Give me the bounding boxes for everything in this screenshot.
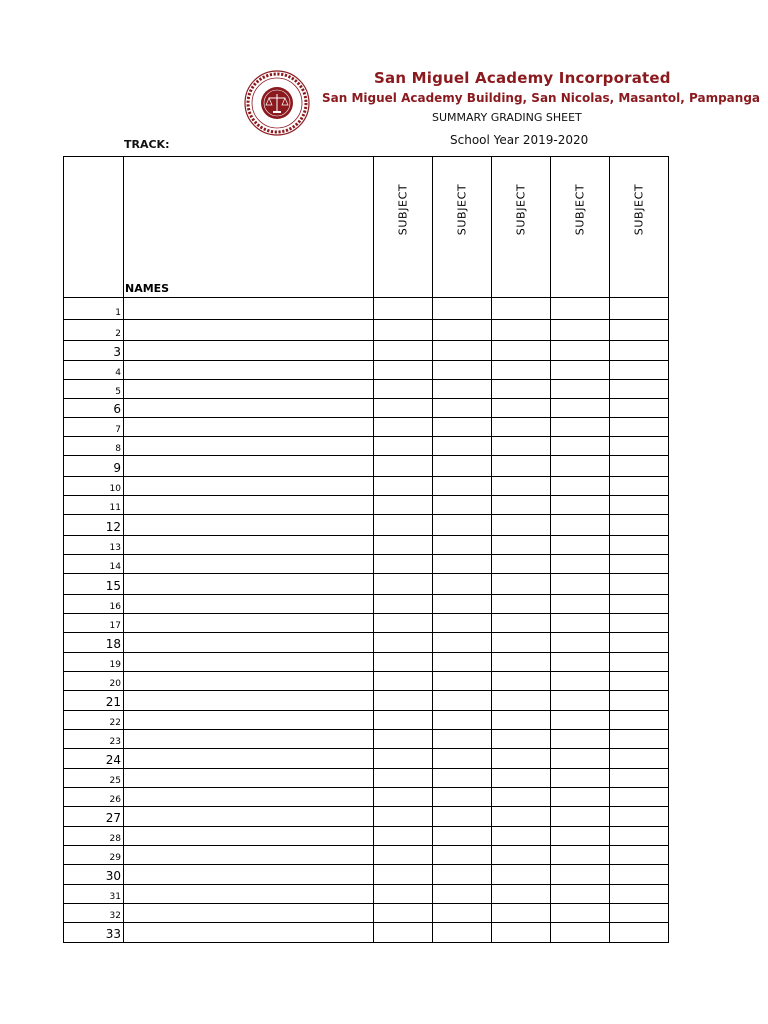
student-name-cell[interactable] bbox=[124, 477, 374, 496]
grade-cell[interactable] bbox=[610, 827, 669, 846]
grade-cell[interactable] bbox=[610, 614, 669, 633]
grade-cell[interactable] bbox=[374, 574, 433, 595]
student-name-cell[interactable] bbox=[124, 807, 374, 827]
grade-cell[interactable] bbox=[433, 923, 492, 943]
student-name-cell[interactable] bbox=[124, 749, 374, 769]
row-number: 31 bbox=[64, 885, 124, 904]
subject-column-header bbox=[374, 157, 433, 298]
student-name-cell[interactable] bbox=[124, 865, 374, 885]
grade-cell[interactable] bbox=[492, 846, 551, 865]
student-name-cell[interactable] bbox=[124, 456, 374, 477]
table-row bbox=[64, 298, 669, 320]
table-row bbox=[64, 574, 669, 595]
grade-cell[interactable] bbox=[610, 711, 669, 730]
student-name-cell[interactable] bbox=[124, 846, 374, 865]
grade-cell[interactable] bbox=[551, 691, 610, 711]
grade-cell[interactable] bbox=[433, 691, 492, 711]
table-row bbox=[64, 496, 669, 515]
grade-cell[interactable] bbox=[374, 885, 433, 904]
grade-cell[interactable] bbox=[374, 788, 433, 807]
grade-cell[interactable] bbox=[551, 749, 610, 769]
grade-cell[interactable] bbox=[433, 361, 492, 380]
table-row bbox=[64, 807, 669, 827]
school-address: San Miguel Academy Building, San Nicolas, Masantol, Pampanga bbox=[322, 91, 761, 105]
grade-cell[interactable] bbox=[551, 341, 610, 361]
grade-cell[interactable] bbox=[374, 477, 433, 496]
grade-cell[interactable] bbox=[433, 769, 492, 788]
grade-cell[interactable] bbox=[492, 769, 551, 788]
table-row bbox=[64, 672, 669, 691]
table-header-row bbox=[64, 157, 669, 298]
table-row bbox=[64, 515, 669, 536]
grade-cell[interactable] bbox=[374, 633, 433, 653]
grade-cell[interactable] bbox=[433, 536, 492, 555]
student-name-cell[interactable] bbox=[124, 380, 374, 399]
grade-cell[interactable] bbox=[433, 614, 492, 633]
names-column-header: NAMES bbox=[124, 157, 374, 298]
grade-cell[interactable] bbox=[374, 846, 433, 865]
grade-cell[interactable] bbox=[492, 904, 551, 923]
grade-cell[interactable] bbox=[551, 711, 610, 730]
row-number: 18 bbox=[64, 633, 124, 653]
grade-cell[interactable] bbox=[492, 496, 551, 515]
student-name-cell[interactable] bbox=[124, 361, 374, 380]
grade-cell[interactable] bbox=[374, 361, 433, 380]
number-column-header bbox=[64, 157, 124, 298]
table-row bbox=[64, 788, 669, 807]
grade-cell[interactable] bbox=[610, 691, 669, 711]
grade-cell[interactable] bbox=[433, 904, 492, 923]
table-row bbox=[64, 456, 669, 477]
grade-cell[interactable] bbox=[374, 555, 433, 574]
grade-cell[interactable] bbox=[492, 730, 551, 749]
subject-column-header bbox=[610, 157, 669, 298]
grade-cell[interactable] bbox=[610, 788, 669, 807]
row-number: 22 bbox=[64, 711, 124, 730]
row-number: 33 bbox=[64, 923, 124, 943]
row-number: 23 bbox=[64, 730, 124, 749]
grade-cell[interactable] bbox=[492, 711, 551, 730]
row-number: 21 bbox=[64, 691, 124, 711]
grade-cell[interactable] bbox=[610, 749, 669, 769]
grade-cell[interactable] bbox=[433, 749, 492, 769]
grade-cell[interactable] bbox=[374, 320, 433, 341]
table-row bbox=[64, 827, 669, 846]
grade-cell[interactable] bbox=[610, 865, 669, 885]
grade-cell[interactable] bbox=[433, 595, 492, 614]
student-name-cell[interactable] bbox=[124, 298, 374, 320]
grade-cell[interactable] bbox=[551, 437, 610, 456]
grade-cell[interactable] bbox=[610, 496, 669, 515]
grade-cell[interactable] bbox=[492, 923, 551, 943]
row-number: 3 bbox=[64, 341, 124, 361]
grade-cell[interactable] bbox=[551, 320, 610, 341]
row-number: 8 bbox=[64, 437, 124, 456]
student-name-cell[interactable] bbox=[124, 923, 374, 943]
grade-cell[interactable] bbox=[374, 749, 433, 769]
grade-cell[interactable] bbox=[551, 614, 610, 633]
grade-cell[interactable] bbox=[610, 633, 669, 653]
grade-cell[interactable] bbox=[374, 691, 433, 711]
student-name-cell[interactable] bbox=[124, 711, 374, 730]
grade-cell[interactable] bbox=[610, 437, 669, 456]
grade-cell[interactable] bbox=[374, 380, 433, 399]
grade-cell[interactable] bbox=[551, 361, 610, 380]
grade-cell[interactable] bbox=[433, 885, 492, 904]
grade-cell[interactable] bbox=[374, 827, 433, 846]
grade-cell[interactable] bbox=[492, 298, 551, 320]
table-row bbox=[64, 904, 669, 923]
grade-cell[interactable] bbox=[492, 788, 551, 807]
grade-cell[interactable] bbox=[492, 515, 551, 536]
table-row bbox=[64, 711, 669, 730]
row-number: 14 bbox=[64, 555, 124, 574]
row-number: 25 bbox=[64, 769, 124, 788]
table-row bbox=[64, 730, 669, 749]
grade-cell[interactable] bbox=[551, 574, 610, 595]
table-row bbox=[64, 769, 669, 788]
row-number: 9 bbox=[64, 456, 124, 477]
grade-cell[interactable] bbox=[610, 807, 669, 827]
grade-cell[interactable] bbox=[433, 846, 492, 865]
grade-cell[interactable] bbox=[374, 456, 433, 477]
grade-cell[interactable] bbox=[551, 418, 610, 437]
subject-column-header bbox=[551, 157, 610, 298]
table-row bbox=[64, 614, 669, 633]
row-number: 15 bbox=[64, 574, 124, 595]
grade-cell[interactable] bbox=[374, 399, 433, 418]
grade-cell[interactable] bbox=[433, 672, 492, 691]
grade-cell[interactable] bbox=[551, 788, 610, 807]
student-name-cell[interactable] bbox=[124, 788, 374, 807]
student-name-cell[interactable] bbox=[124, 730, 374, 749]
row-number: 11 bbox=[64, 496, 124, 515]
grade-cell[interactable] bbox=[492, 456, 551, 477]
grade-cell[interactable] bbox=[610, 298, 669, 320]
grade-cell[interactable] bbox=[610, 456, 669, 477]
grade-cell[interactable] bbox=[433, 456, 492, 477]
subject-header-label: SUBJECT bbox=[455, 183, 469, 236]
table-row bbox=[64, 885, 669, 904]
table-row bbox=[64, 846, 669, 865]
grading-table bbox=[63, 156, 669, 943]
grade-cell[interactable] bbox=[433, 788, 492, 807]
grade-cell[interactable] bbox=[551, 515, 610, 536]
sheet-title: SUMMARY GRADING SHEET bbox=[432, 111, 582, 124]
table-row bbox=[64, 595, 669, 614]
student-name-cell[interactable] bbox=[124, 341, 374, 361]
table-row bbox=[64, 320, 669, 341]
grade-cell[interactable] bbox=[374, 418, 433, 437]
student-name-cell[interactable] bbox=[124, 555, 374, 574]
grade-cell[interactable] bbox=[433, 633, 492, 653]
row-number: 6 bbox=[64, 399, 124, 418]
grade-cell[interactable] bbox=[492, 437, 551, 456]
student-name-cell[interactable] bbox=[124, 496, 374, 515]
student-name-cell[interactable] bbox=[124, 515, 374, 536]
grade-cell[interactable] bbox=[492, 749, 551, 769]
row-number: 1 bbox=[64, 298, 124, 320]
grade-cell[interactable] bbox=[551, 496, 610, 515]
table-row bbox=[64, 536, 669, 555]
grade-cell[interactable] bbox=[610, 320, 669, 341]
subject-column-header bbox=[492, 157, 551, 298]
grade-cell[interactable] bbox=[492, 885, 551, 904]
table-row bbox=[64, 477, 669, 496]
grade-cell[interactable] bbox=[433, 437, 492, 456]
row-number: 7 bbox=[64, 418, 124, 437]
student-name-cell[interactable] bbox=[124, 653, 374, 672]
grade-cell[interactable] bbox=[433, 418, 492, 437]
grade-cell[interactable] bbox=[551, 399, 610, 418]
grade-cell[interactable] bbox=[433, 515, 492, 536]
table-row bbox=[64, 749, 669, 769]
row-number: 27 bbox=[64, 807, 124, 827]
row-number: 32 bbox=[64, 904, 124, 923]
grade-cell[interactable] bbox=[433, 341, 492, 361]
grade-cell[interactable] bbox=[374, 865, 433, 885]
grade-cell[interactable] bbox=[551, 807, 610, 827]
school-name: San Miguel Academy Incorporated bbox=[374, 69, 671, 87]
grade-cell[interactable] bbox=[610, 672, 669, 691]
row-number: 30 bbox=[64, 865, 124, 885]
grade-cell[interactable] bbox=[374, 496, 433, 515]
grade-cell[interactable] bbox=[492, 555, 551, 574]
table-row bbox=[64, 399, 669, 418]
grade-cell[interactable] bbox=[551, 477, 610, 496]
grade-cell[interactable] bbox=[610, 904, 669, 923]
grade-cell[interactable] bbox=[551, 595, 610, 614]
row-number: 5 bbox=[64, 380, 124, 399]
grade-cell[interactable] bbox=[551, 633, 610, 653]
grade-cell[interactable] bbox=[374, 672, 433, 691]
grade-cell[interactable] bbox=[433, 865, 492, 885]
grade-cell[interactable] bbox=[610, 418, 669, 437]
subject-header-label: SUBJECT bbox=[396, 183, 410, 236]
school-seal-icon bbox=[244, 70, 310, 136]
table-row bbox=[64, 437, 669, 456]
grade-cell[interactable] bbox=[433, 574, 492, 595]
row-number: 28 bbox=[64, 827, 124, 846]
grade-cell[interactable] bbox=[433, 496, 492, 515]
grade-cell[interactable] bbox=[551, 298, 610, 320]
grade-cell[interactable] bbox=[551, 769, 610, 788]
row-number: 10 bbox=[64, 477, 124, 496]
row-number: 24 bbox=[64, 749, 124, 769]
student-name-cell[interactable] bbox=[124, 885, 374, 904]
grade-cell[interactable] bbox=[492, 320, 551, 341]
student-name-cell[interactable] bbox=[124, 769, 374, 788]
grade-cell[interactable] bbox=[433, 380, 492, 399]
grade-cell[interactable] bbox=[610, 536, 669, 555]
grade-cell[interactable] bbox=[551, 904, 610, 923]
grade-cell[interactable] bbox=[551, 885, 610, 904]
student-rows bbox=[64, 298, 669, 943]
grade-cell[interactable] bbox=[551, 923, 610, 943]
grade-cell[interactable] bbox=[374, 614, 433, 633]
grade-cell[interactable] bbox=[551, 865, 610, 885]
table-row bbox=[64, 555, 669, 574]
student-name-cell[interactable] bbox=[124, 437, 374, 456]
row-number: 2 bbox=[64, 320, 124, 341]
student-name-cell[interactable] bbox=[124, 595, 374, 614]
row-number: 16 bbox=[64, 595, 124, 614]
student-name-cell[interactable] bbox=[124, 633, 374, 653]
grade-cell[interactable] bbox=[610, 380, 669, 399]
grade-cell[interactable] bbox=[374, 536, 433, 555]
student-name-cell[interactable] bbox=[124, 574, 374, 595]
table-row bbox=[64, 923, 669, 943]
grade-cell[interactable] bbox=[551, 536, 610, 555]
grade-cell[interactable] bbox=[551, 827, 610, 846]
grade-cell[interactable] bbox=[610, 515, 669, 536]
grade-cell[interactable] bbox=[610, 555, 669, 574]
grade-cell[interactable] bbox=[551, 555, 610, 574]
grade-cell[interactable] bbox=[433, 298, 492, 320]
table-row bbox=[64, 691, 669, 711]
student-name-cell[interactable] bbox=[124, 614, 374, 633]
grade-cell[interactable] bbox=[551, 730, 610, 749]
grade-cell[interactable] bbox=[433, 653, 492, 672]
grade-cell[interactable] bbox=[492, 672, 551, 691]
grade-cell[interactable] bbox=[433, 399, 492, 418]
row-number: 13 bbox=[64, 536, 124, 555]
grade-cell[interactable] bbox=[492, 418, 551, 437]
grade-cell[interactable] bbox=[433, 320, 492, 341]
student-name-cell[interactable] bbox=[124, 691, 374, 711]
grade-cell[interactable] bbox=[492, 574, 551, 595]
table-row bbox=[64, 341, 669, 361]
student-name-cell[interactable] bbox=[124, 320, 374, 341]
grade-cell[interactable] bbox=[492, 614, 551, 633]
table-row bbox=[64, 653, 669, 672]
grade-cell[interactable] bbox=[492, 361, 551, 380]
grade-cell[interactable] bbox=[610, 477, 669, 496]
grade-cell[interactable] bbox=[492, 865, 551, 885]
grade-cell[interactable] bbox=[492, 633, 551, 653]
grade-cell[interactable] bbox=[374, 298, 433, 320]
grade-cell[interactable] bbox=[610, 574, 669, 595]
grade-cell[interactable] bbox=[374, 807, 433, 827]
subject-header-label: SUBJECT bbox=[514, 183, 528, 236]
grade-cell[interactable] bbox=[374, 341, 433, 361]
grade-cell[interactable] bbox=[610, 341, 669, 361]
grade-cell[interactable] bbox=[374, 730, 433, 749]
grade-cell[interactable] bbox=[374, 711, 433, 730]
grade-cell[interactable] bbox=[433, 807, 492, 827]
row-number: 12 bbox=[64, 515, 124, 536]
grade-cell[interactable] bbox=[433, 827, 492, 846]
table-row bbox=[64, 380, 669, 399]
track-label: TRACK: bbox=[124, 138, 170, 151]
table-row bbox=[64, 865, 669, 885]
row-number: 20 bbox=[64, 672, 124, 691]
student-name-cell[interactable] bbox=[124, 418, 374, 437]
grade-cell[interactable] bbox=[551, 846, 610, 865]
grade-cell[interactable] bbox=[492, 827, 551, 846]
row-number: 19 bbox=[64, 653, 124, 672]
sheet-header bbox=[0, 0, 768, 160]
grade-cell[interactable] bbox=[374, 653, 433, 672]
grade-cell[interactable] bbox=[610, 595, 669, 614]
grade-cell[interactable] bbox=[610, 923, 669, 943]
grade-cell[interactable] bbox=[374, 515, 433, 536]
grade-cell[interactable] bbox=[492, 807, 551, 827]
grade-cell[interactable] bbox=[610, 769, 669, 788]
row-number: 26 bbox=[64, 788, 124, 807]
row-number: 17 bbox=[64, 614, 124, 633]
grade-cell[interactable] bbox=[492, 691, 551, 711]
grade-cell[interactable] bbox=[374, 923, 433, 943]
grade-cell[interactable] bbox=[492, 380, 551, 399]
table-row bbox=[64, 418, 669, 437]
grade-cell[interactable] bbox=[551, 653, 610, 672]
grade-cell[interactable] bbox=[433, 477, 492, 496]
grade-cell[interactable] bbox=[492, 399, 551, 418]
row-number: 29 bbox=[64, 846, 124, 865]
row-number: 4 bbox=[64, 361, 124, 380]
grade-cell[interactable] bbox=[551, 380, 610, 399]
subject-column-header bbox=[433, 157, 492, 298]
grade-cell[interactable] bbox=[551, 672, 610, 691]
student-name-cell[interactable] bbox=[124, 672, 374, 691]
grade-cell[interactable] bbox=[551, 456, 610, 477]
grade-cell[interactable] bbox=[610, 885, 669, 904]
student-name-cell[interactable] bbox=[124, 399, 374, 418]
grade-cell[interactable] bbox=[610, 653, 669, 672]
grade-cell[interactable] bbox=[610, 361, 669, 380]
table-row bbox=[64, 633, 669, 653]
grade-cell[interactable] bbox=[433, 711, 492, 730]
grade-cell[interactable] bbox=[492, 653, 551, 672]
school-year: School Year 2019-2020 bbox=[450, 133, 589, 147]
student-name-cell[interactable] bbox=[124, 536, 374, 555]
grade-cell[interactable] bbox=[433, 555, 492, 574]
subject-header-label: SUBJECT bbox=[632, 183, 646, 236]
grade-cell[interactable] bbox=[492, 595, 551, 614]
grade-cell[interactable] bbox=[374, 437, 433, 456]
grade-cell[interactable] bbox=[610, 399, 669, 418]
student-name-cell[interactable] bbox=[124, 827, 374, 846]
grade-cell[interactable] bbox=[610, 846, 669, 865]
grade-cell[interactable] bbox=[374, 769, 433, 788]
subject-header-label: SUBJECT bbox=[573, 183, 587, 236]
grade-cell[interactable] bbox=[374, 595, 433, 614]
grade-cell[interactable] bbox=[492, 341, 551, 361]
grade-cell[interactable] bbox=[610, 730, 669, 749]
grade-cell[interactable] bbox=[492, 536, 551, 555]
student-name-cell[interactable] bbox=[124, 904, 374, 923]
table-row bbox=[64, 361, 669, 380]
grade-cell[interactable] bbox=[374, 904, 433, 923]
grade-cell[interactable] bbox=[433, 730, 492, 749]
grade-cell[interactable] bbox=[492, 477, 551, 496]
